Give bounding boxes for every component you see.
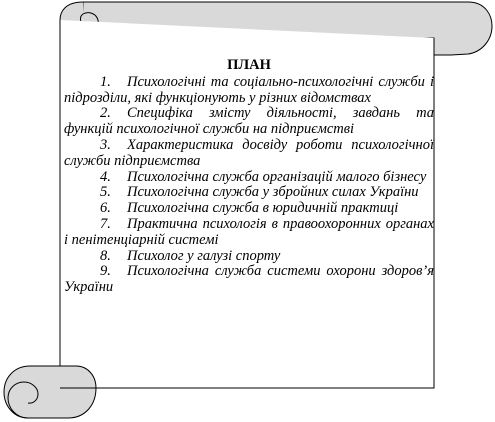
plan-title: ПЛАН xyxy=(227,57,271,73)
plan-item xyxy=(64,170,434,186)
plan-item-number: 9. xyxy=(100,263,111,280)
plan-item-text: Психологічна служба системи охорони здоров’я України xyxy=(64,263,434,296)
plan-item-number: 4. xyxy=(100,168,111,185)
plan-item-text: Характеристика досвіду роботи психологічної служби підприємства xyxy=(64,136,434,169)
plan-item-text: Психологічна служба організацій малого бізнесу xyxy=(127,168,427,185)
plan-item-text: Психологічна служба в юридичній практиці xyxy=(127,200,399,217)
plan-item xyxy=(64,201,434,217)
plan-item-number: 8. xyxy=(100,247,111,264)
plan-item-number: 2. xyxy=(100,105,111,122)
plan-item-number: 5. xyxy=(100,184,111,201)
plan-list xyxy=(64,75,434,296)
plan-item-number: 7. xyxy=(100,215,111,232)
plan-item-text: Практична психологія в правоохоронних органах і пенітенціарній системі xyxy=(64,215,434,248)
plan-item xyxy=(64,106,434,138)
plan-item-text: Психолог у галузі спорту xyxy=(127,247,281,264)
plan-content xyxy=(64,58,434,296)
plan-item-number: 1. xyxy=(100,73,111,90)
plan-item xyxy=(64,217,434,249)
plan-item xyxy=(64,138,434,170)
plan-item-number: 3. xyxy=(100,136,111,153)
plan-item xyxy=(64,264,434,296)
plan-item-number: 6. xyxy=(100,200,111,217)
plan-item-text: Специфіка змісту діяльності, завдань та функцій психологічної служби на підприємстві xyxy=(64,105,434,138)
plan-item xyxy=(64,185,434,201)
plan-item xyxy=(64,249,434,265)
plan-item-text: Психологічні та соціально-психологічні служби і підрозділи, які функціонують у різних відомствах xyxy=(64,73,434,106)
plan-item xyxy=(64,75,434,107)
plan-item-text: Психологічна служба у збройних силах України xyxy=(127,184,419,201)
